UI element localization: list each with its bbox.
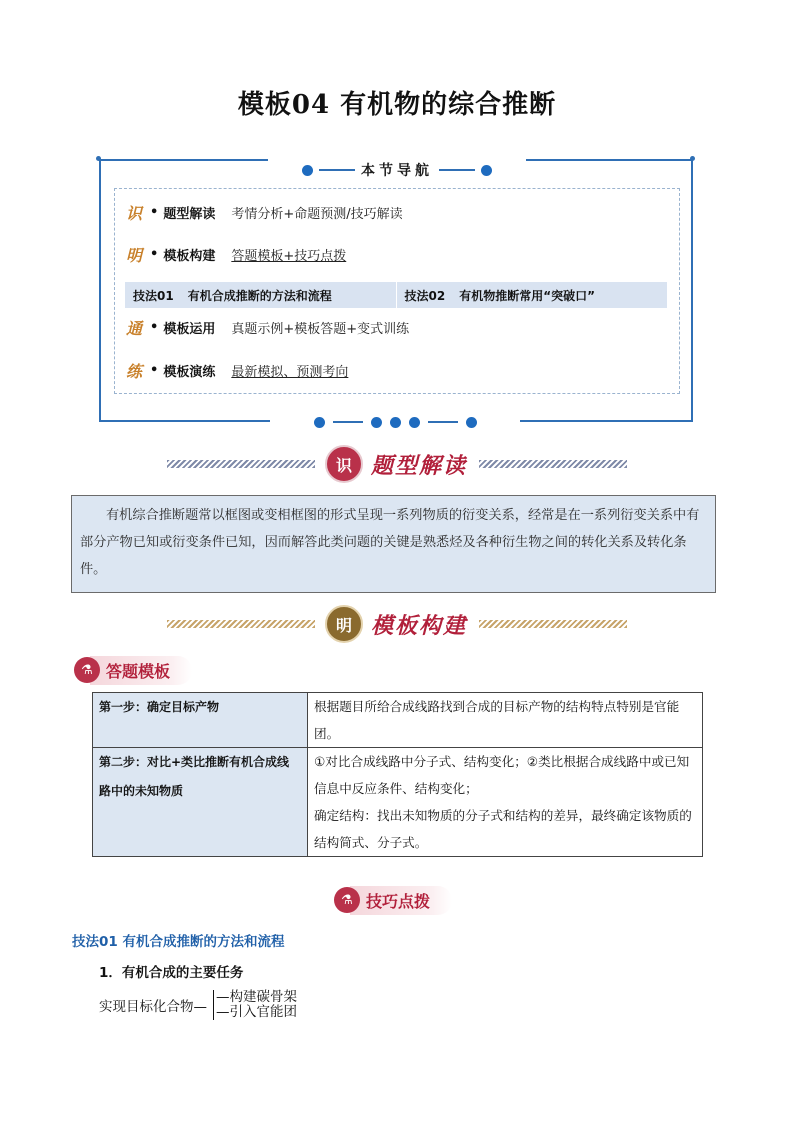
nav-row-desc[interactable]: 考情分析+命题预测/技巧解读 (231, 206, 403, 222)
nav-row-label: 模板构建 (163, 248, 216, 264)
answer-template-text: 答题模板 (90, 656, 192, 685)
flask-icon: ⚗ (74, 657, 100, 683)
nav-skills-row (125, 282, 667, 308)
skill-heading: 技法01 有机合成推断的方法和流程 (72, 934, 285, 950)
nav-footer (270, 410, 520, 434)
skill-number: 技法02 (404, 288, 446, 303)
nav-row-label: 题型解读 (163, 206, 216, 222)
step-cell: 第一步：确定目标产物 (93, 693, 308, 748)
divider (428, 421, 458, 423)
intro-paragraph-box (71, 495, 716, 593)
section-title: 模板构建 (370, 612, 467, 639)
bullet: • (150, 362, 159, 378)
template-table (92, 692, 703, 857)
nav-row-link[interactable]: 最新模拟、预测考向 (231, 364, 349, 380)
nav-skill-2[interactable] (396, 282, 668, 308)
content-cell (308, 748, 703, 857)
nav-header-text: 本节导航 (361, 163, 433, 179)
corner-dot (96, 156, 101, 161)
page-title: 模板04 有机物的综合推断 (237, 90, 557, 120)
step-cell: 第二步：对比+类比推断有机合成线路中的未知物质 (93, 748, 308, 857)
answer-template-label (74, 657, 192, 683)
seal-icon: 明 (325, 605, 363, 643)
bullet: • (150, 319, 159, 335)
table-row (93, 748, 703, 857)
section-title: 题型解读 (370, 452, 467, 479)
nav-row-desc[interactable]: 真题示例+模板答题+变式训练 (231, 321, 410, 337)
section-banner-build (0, 604, 794, 644)
stripe-decoration (479, 460, 627, 468)
skill-title: 有机物推断常用“突破口” (459, 288, 595, 303)
nav-skill-1[interactable] (125, 282, 396, 308)
branch-item: —引入官能团 (216, 1004, 297, 1020)
dot-icon (371, 417, 382, 428)
stripe-decoration (479, 620, 627, 628)
bracket-line (213, 990, 214, 1020)
divider (319, 169, 355, 171)
apply-icon: 通 (126, 318, 143, 338)
divider (439, 169, 475, 171)
synthesis-root: 实现目标化合物— (99, 999, 207, 1015)
bullet: • (150, 246, 159, 262)
bullet: • (150, 204, 159, 220)
seal-icon: 识 (325, 445, 363, 483)
synthesis-branches (216, 990, 297, 1020)
nav-row-understand[interactable] (126, 243, 346, 265)
nav-row-apply[interactable] (126, 316, 409, 338)
dot-icon (409, 417, 420, 428)
content-line: ①对比合成线路中分子式、结构变化；②类比根据合成线路中或已知信息中反应条件、结构变化； (314, 754, 690, 796)
synthesis-diagram (99, 990, 297, 1020)
stripe-decoration (167, 620, 315, 628)
content-line: 根据题目所给合成线路找到合成的目标产物的结构特点特别是官能团。 (314, 699, 680, 741)
dot-icon (390, 417, 401, 428)
content-line: 确定结构：找出未知物质的分子式和结构的差异，最终确定该物质的结构简式、分子式。 (314, 808, 692, 850)
practice-icon: 练 (126, 361, 143, 381)
recognize-icon: 识 (126, 203, 143, 223)
dot-icon (466, 417, 477, 428)
nav-header (268, 158, 526, 182)
understand-icon: 明 (126, 245, 143, 265)
nav-row-label: 模板演练 (163, 364, 216, 380)
nav-row-label: 模板运用 (163, 321, 216, 337)
section-banner-interpret (0, 444, 794, 484)
flask-icon: ⚗ (334, 887, 360, 913)
dot-icon (314, 417, 325, 428)
divider (333, 421, 363, 423)
content-cell (308, 693, 703, 748)
skills-label (334, 887, 452, 913)
nav-row-practice[interactable] (126, 359, 348, 381)
dot-icon (481, 165, 492, 176)
skill-title: 有机合成推断的方法和流程 (187, 288, 332, 303)
nav-row-link[interactable]: 答题模板+技巧点拨 (231, 248, 347, 264)
intro-paragraph: 有机综合推断题常以框图或变相框图的形式呈现一系列物质的衍变关系，经常是在一系列衍变关系中有部分产物已知或衍变条件已知，因而解答此类问题的关键是熟悉烃及各种衍生物之间的转化关系及转化条件。 (80, 508, 700, 577)
table-row (93, 693, 703, 748)
stripe-decoration (167, 460, 315, 468)
skills-label-text: 技巧点拨 (350, 886, 452, 915)
skill-number: 技法01 (133, 288, 174, 303)
dot-icon (302, 165, 313, 176)
corner-dot (690, 156, 695, 161)
branch-item: —构建碳骨架 (216, 989, 297, 1005)
point-heading: 1．有机合成的主要任务 (99, 965, 244, 981)
nav-row-recognize[interactable] (126, 201, 403, 223)
